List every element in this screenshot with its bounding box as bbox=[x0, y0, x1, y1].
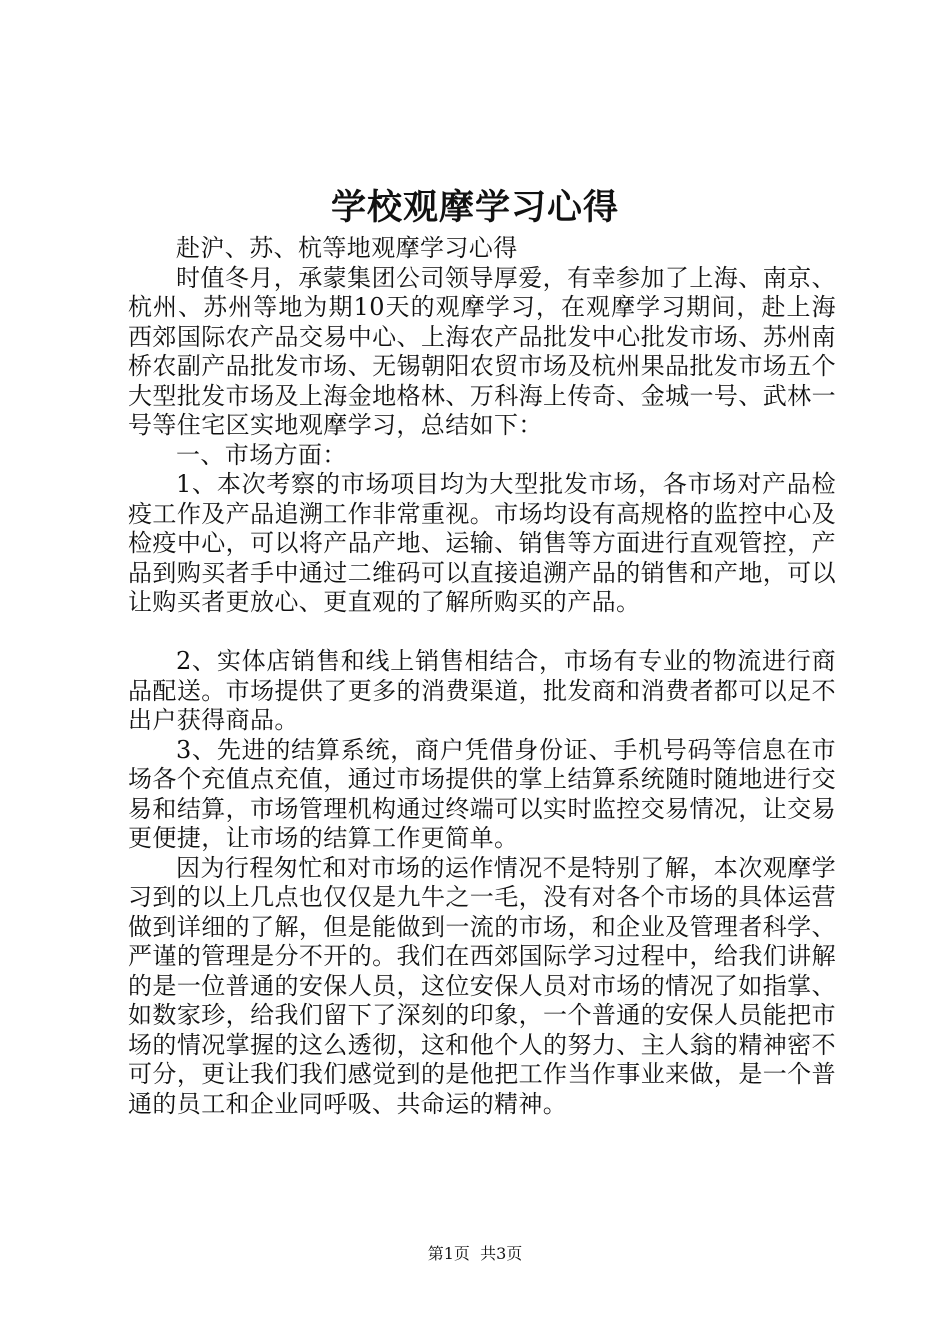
point-3-paragraph: 3、先进的结算系统，商户凭借身份证、手机号码等信息在市场各个充值点充值，通过市场提供的掌上结算系统随时随地进行交易和结算，市场管理机构通过终端可以实时监控交易情况，让交易更便捷，让市场的结算工作更简单。 bbox=[128, 735, 836, 852]
document-title: 学校观摩学习心得 bbox=[330, 187, 619, 228]
document-body bbox=[128, 234, 836, 1119]
point-1-paragraph: 1、本次考察的市场项目均为大型批发市场，各市场对产品检疫工作及产品追溯工作非常重视。市场均设有高规格的监控中心及检疫中心，可以将产品产地、运输、销售等方面进行直观管控，产品到购买者手中通过二维码可以直接追溯产品的销售和产地，可以让购买者更放心、更直观的了解所购买的产品。 bbox=[128, 470, 836, 616]
intro-paragraph: 时值冬月，承蒙集团公司领导厚爱，有幸参加了上海、南京、杭州、苏州等地为期10天的观摩学习，在观摩学习期间，赴上海西郊国际农产品交易中心、上海农产品批发中心批发市场、苏州南桥农副产品批发市场、无锡朝阳农贸市场及杭州果品批发市场五个大型批发市场及上海金地格林、万科海上传奇、金城一号、武林一号等住宅区实地观摩学习，总结如下： bbox=[128, 263, 836, 439]
page-footer bbox=[0, 1243, 950, 1265]
point-2-paragraph: 2、实体店销售和线上销售相结合，市场有专业的物流进行商品配送。市场提供了更多的消费渠道，批发商和消费者都可以足不出户获得商品。 bbox=[128, 647, 836, 734]
section-heading: 一、市场方面： bbox=[176, 440, 347, 469]
subtitle-paragraph: 赴沪、苏、杭等地观摩学习心得 bbox=[176, 234, 518, 262]
footer-spacer bbox=[470, 1244, 480, 1263]
page-number: 第1页 bbox=[427, 1244, 470, 1263]
page-total: 共3页 bbox=[480, 1244, 523, 1263]
conclusion-paragraph: 因为行程匆忙和对市场的运作情况不是特别了解，本次观摩学习到的以上几点也仅仅是九牛之一毛，没有对各个市场的具体运营做到详细的了解，但是能做到一流的市场，和企业及管理者科学、严谨的管理是分不开的。我们在西郊国际学习过程中，给我们讲解的是一位普通的安保人员，这位安保人员对市场的情况了如指掌、如数家珍，给我们留下了深刻的印象，一个普通的安保人员能把市场的情况掌握的这么透彻，这和他个人的努力、主人翁的精神密不可分，更让我们我们感觉到的是他把工作当作事业来做，是一个普通的员工和企业同呼吸、共命运的精神。 bbox=[128, 853, 836, 1118]
